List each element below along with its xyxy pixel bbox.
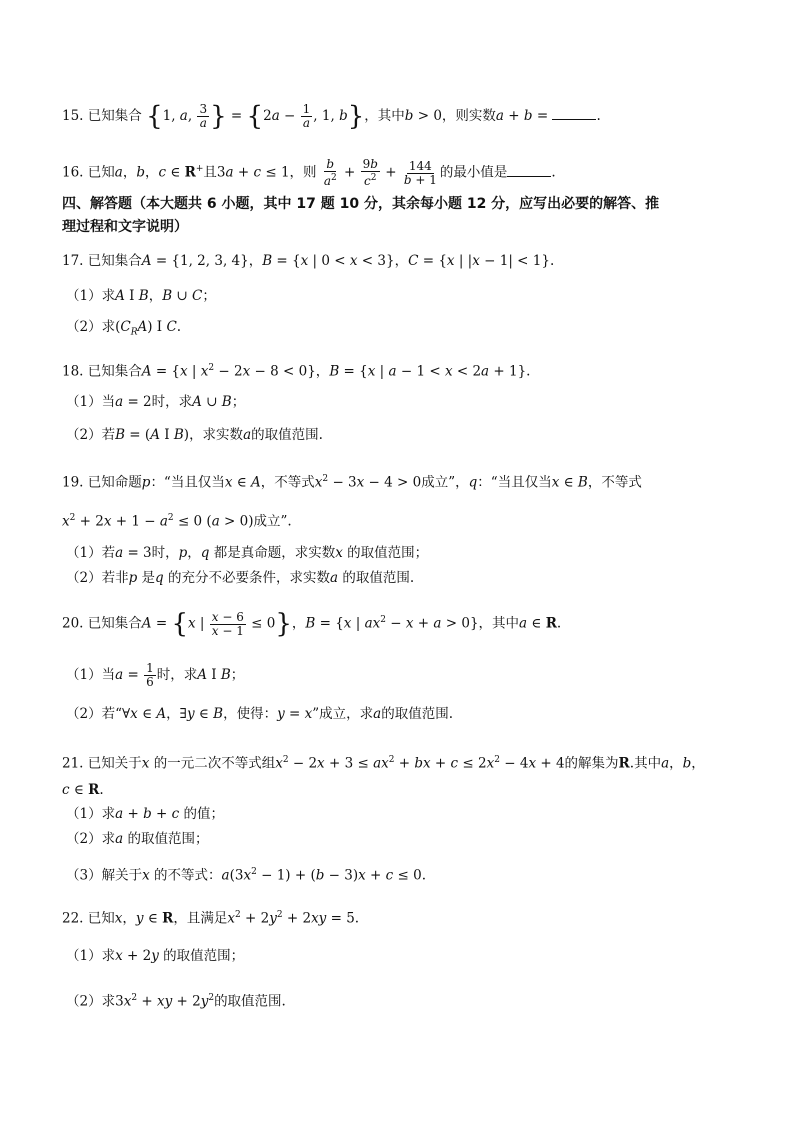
question-text: 当: [101, 667, 116, 683]
problem-21-q2: （2）求a 的取值范围；: [66, 831, 209, 847]
question-label: （1）: [66, 394, 102, 410]
answer-blank[interactable]: [552, 107, 596, 120]
question-label: （1）: [66, 806, 102, 822]
question-text: 时，求: [156, 667, 198, 683]
problem-17-q1: （1）求A I B，B ∪ C；: [66, 288, 216, 304]
problem-number: 20.: [62, 615, 84, 632]
question-text: 的取值范围；: [163, 948, 245, 964]
question-label: （2）: [66, 993, 102, 1010]
question-text: 若“: [101, 706, 122, 722]
section-heading: 四、解答题（本大题共 6 小题，其中 17 题 10 分，其余每小题 12 分，应写出必要的解答、推: [62, 196, 660, 212]
problem-number: 15.: [62, 108, 84, 124]
question-text: 的不等式：: [154, 867, 222, 884]
question-text: 求: [101, 319, 116, 335]
problem-text: ，不等式: [587, 474, 642, 491]
question-label: （1）: [66, 948, 102, 964]
question-text: 的取值范围；: [127, 831, 209, 847]
problem-19: 19. 已知命题p：“当且仅当x ∈ A，不等式$x^2 - 3x - 4 > 0$成立”，q：“当且仅当x ∈ B，不等式: [62, 474, 642, 491]
problem-21-q3: （3）解关于x 的不等式：$a(3x^2 - 1) + (b - 3)x + c \le 0$.: [66, 867, 426, 884]
question-label: （2）: [66, 427, 102, 443]
answer-blank[interactable]: [507, 164, 551, 177]
problem-19-q1: （1）若a = 3时，p，q 都是真命题，求实数x 的取值范围；: [66, 545, 429, 561]
problem-19-cont: $x^2 + 2x + 1 - a^2 \le 0$ (a > 0)成立”.: [62, 513, 292, 530]
question-text: 当: [101, 394, 116, 410]
problem-22-q2: （2）求$3x^2$ + xy + $2y^2$的取值范围.: [66, 993, 286, 1010]
problem-text: 已知命题: [87, 474, 142, 491]
problem-16: 16. 已知a，b，c ∈ R+且3a + c ≤ 1，则 $\frac{b}{a^2}$ + $\frac{9b}{c^2}$ + $\frac{144}{b + 1}$ 的最小值是 .: [62, 157, 556, 188]
problem-number: 17.: [62, 253, 84, 269]
problem-text: 已知集合: [87, 108, 142, 124]
question-text: 的取值范围；: [347, 545, 429, 561]
question-text: 时，: [151, 545, 179, 561]
question-text: 若: [101, 545, 116, 561]
problem-number: 16.: [62, 164, 84, 181]
problem-text: 已知: [87, 910, 115, 927]
question-text: ”成立，求: [312, 706, 374, 722]
problem-17: 17. 已知集合A = {1, 2, 3, 4}，B = {x | 0 < x < 3}，C = {x | |x − 1| < 1}.: [62, 253, 555, 269]
question-text: 求: [101, 948, 116, 964]
question-text: ，求实数: [189, 427, 244, 443]
problem-text: ，其中: [478, 615, 520, 632]
question-text: 的取值范围.: [342, 570, 415, 586]
equals-sign: =: [536, 108, 549, 124]
problem-text: 成立”，: [421, 474, 469, 491]
problem-19-q2: （2）若非p 是q 的充分不必要条件，求实数a 的取值范围.: [66, 570, 415, 586]
problem-21-q1: （1）求a + b + c 的值；: [66, 806, 224, 822]
problem-text: 的一元二次不等式组: [153, 755, 276, 772]
question-text: 的取值范围.: [214, 993, 286, 1010]
question-text: 的充分不必要条件，求实数: [168, 570, 330, 586]
problem-15: 15. 已知集合 {1, a, $\frac{3}{a}$ } = {2a − $\frac{1}{a}$ , 1, b}，其中b > 0，则实数a + b = .: [62, 101, 601, 132]
problem-22: 22. 已知x，y ∈ R，且满足$x^2 + 2y^2 + 2xy = 5$.: [62, 910, 360, 927]
question-text: 求: [101, 288, 116, 304]
problem-18: 18. 已知集合A = {x | $x^2 - 2x - 8 < 0$}，B = {x | a − 1 < x < 2a + 1}.: [62, 363, 531, 380]
problem-text: ：“当且仅当: [150, 474, 225, 491]
question-label: （1）: [66, 288, 102, 304]
question-text: 求: [101, 831, 116, 847]
question-text: 的取值范围.: [251, 427, 323, 443]
problem-text: 已知集合: [87, 615, 142, 632]
problem-text: .其中: [629, 755, 662, 772]
problem-20: 20. 已知集合A = {x | $\frac{x - 6}{x - 1}$ ≤ 0}，B = {x | $ax^2 - x + a > 0$}，其中a ∈ R.: [62, 609, 562, 639]
problem-number: 18.: [62, 363, 84, 380]
question-label: （2）: [66, 706, 102, 722]
problem-text: ，则: [289, 164, 317, 181]
question-label: （1）: [66, 667, 102, 683]
problem-20-q1: （1）当a = $\frac{1}{6}$ 时，求A I B；: [66, 661, 245, 689]
problem-text: 且: [203, 164, 217, 181]
problem-number: 22.: [62, 910, 84, 927]
problem-21-cont: c ∈ R.: [62, 782, 104, 798]
question-text: 是: [141, 570, 156, 586]
problem-18-q1: （1）当a = 2时，求A ∪ B；: [66, 394, 246, 410]
problem-text: 的最小值是: [439, 164, 508, 181]
question-text: 的值；: [183, 806, 224, 822]
section-heading-cont: 理过程和文字说明）: [62, 219, 188, 235]
problem-21: 21. 已知关于x 的一元二次不等式组$x^2 - 2x + 3 \le ax^2$ + bx + $c \le 2x^2 - 4x + 4$的解集为R.其中a，b，: [62, 755, 705, 772]
problem-22-q1: （1）求x + 2y 的取值范围；: [66, 948, 245, 964]
question-text: 都是真命题，求实数: [213, 545, 336, 561]
question-label: （2）: [66, 570, 102, 586]
question-label: （2）: [66, 831, 102, 847]
problem-17-q2: （2）求$(C_RA)$ I C.: [66, 319, 182, 338]
question-label: （1）: [66, 545, 102, 561]
problem-text: 已知集合: [87, 363, 142, 380]
problem-text: ，则实数: [441, 108, 496, 124]
problem-text: ，其中: [364, 108, 405, 124]
question-text: 求: [101, 806, 116, 822]
problem-number: 21.: [62, 755, 84, 772]
problem-text: 已知: [87, 164, 115, 181]
question-text: 解关于: [101, 867, 143, 884]
question-text: ，使得：: [223, 706, 278, 722]
problem-20-q2: （2）若“∀x ∈ A，∃y ∈ B，使得：y = x”成立，求a的取值范围.: [66, 706, 454, 722]
question-text: 若非: [101, 570, 129, 586]
question-text: 求: [101, 993, 116, 1010]
problem-number: 19.: [62, 474, 84, 491]
question-text: 的取值范围.: [381, 706, 454, 722]
question-text: 若: [101, 427, 116, 443]
question-label: （2）: [66, 319, 102, 335]
problem-text: 已知关于: [87, 755, 142, 772]
question-label: （3）: [66, 867, 102, 884]
question-text: 时，求: [151, 394, 193, 410]
problem-text: ：“当且仅当: [477, 474, 552, 491]
problem-text: ，不等式: [260, 474, 315, 491]
problem-text: 成立”.: [253, 513, 292, 530]
problem-text: 已知集合: [87, 253, 142, 269]
problem-text: 的解集为: [564, 755, 619, 772]
problem-text: ，且满足: [173, 910, 228, 927]
problem-18-q2: （2）若B = (A I B)，求实数a的取值范围.: [66, 427, 323, 443]
